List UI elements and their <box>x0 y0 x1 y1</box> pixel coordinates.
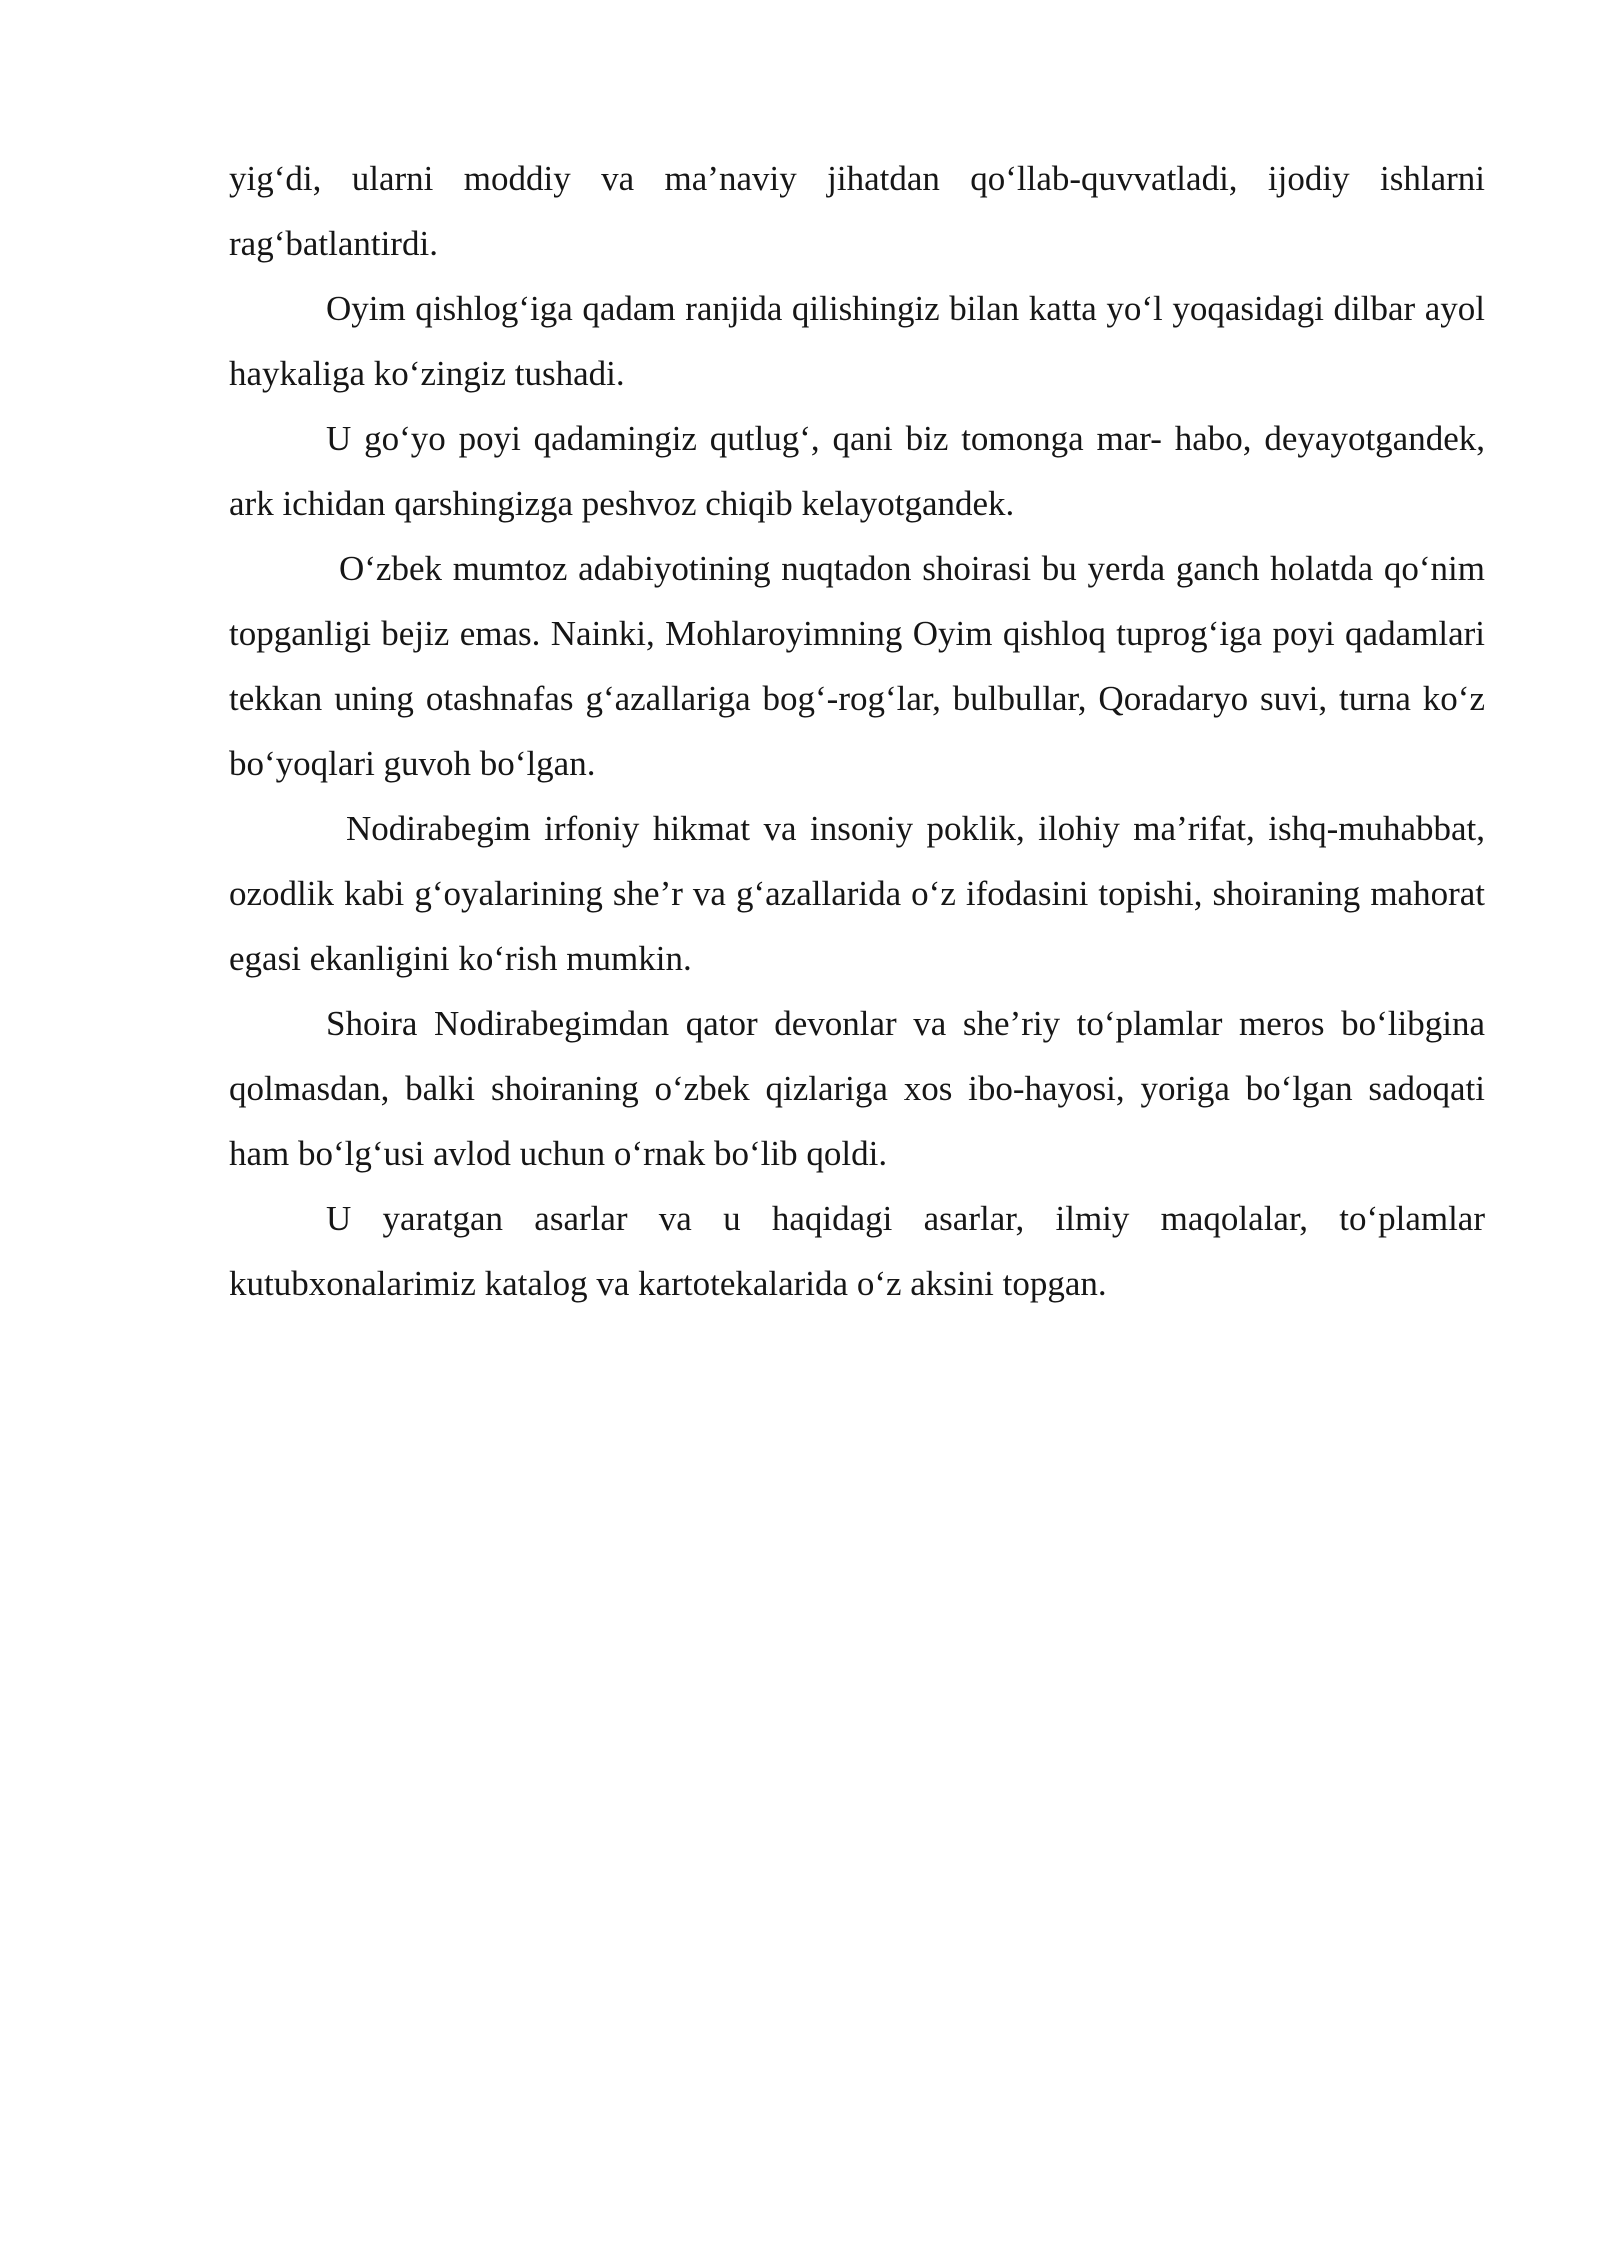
paragraph: O‘zbek mumtoz adabiyotining nuqtadon shoirasi bu yerda ganch holatda qo‘nim topganligi bejiz emas. Nainki, Mohlaroyimning Oyim qishloq tuprog‘iga poyi qadamlari tekkan uning otashnafas g‘azallariga bog‘-rog‘lar, bulbullar, Qoradaryo suvi, turna ko‘z bo‘yoqlari guvoh bo‘lgan. <box>229 549 1485 783</box>
paragraph: Oyim qishlog‘iga qadam ranjida qilishingiz bilan katta yo‘l yoqasidagi dilbar ayol haykaliga ko‘zingiz tushadi. <box>229 289 1485 393</box>
paragraph: Shoira Nodirabegimdan qator devonlar va she’riy to‘plamlar meros bo‘libgina qolmasdan, balki shoiraning o‘zbek qizlariga xos ibo-hayosi, yoriga bo‘lgan sadoqati ham bo‘lg‘usi avlod uchun o‘rnak bo‘lib qoldi. <box>229 1004 1485 1173</box>
document-body <box>229 146 1485 1316</box>
paragraph: U go‘yo poyi qadamingiz qutlug‘, qani biz tomonga mar- habo, deyayotgandek, ark ichidan qarshingizga peshvoz chiqib kelayotgandek. <box>229 419 1485 523</box>
paragraph-continuation: yig‘di, ularni moddiy va ma’naviy jihatdan qo‘llab-quvvatladi, ijodiy ishlarni rag‘batlantirdi. <box>229 159 1485 263</box>
paragraph: U yaratgan asarlar va u haqidagi asarlar, ilmiy maqolalar, to‘plamlar kutubxonalarimiz katalog va kartotekalarida o‘z aksini topgan. <box>229 1199 1485 1303</box>
paragraph: Nodirabegim irfoniy hikmat va insoniy poklik, ilohiy ma’rifat, ishq-muhabbat, ozodlik kabi g‘oyalarining she’r va g‘azallarida o‘z ifodasini topishi, shoiraning mahorat egasi ekanligini ko‘rish mumkin. <box>229 809 1485 978</box>
